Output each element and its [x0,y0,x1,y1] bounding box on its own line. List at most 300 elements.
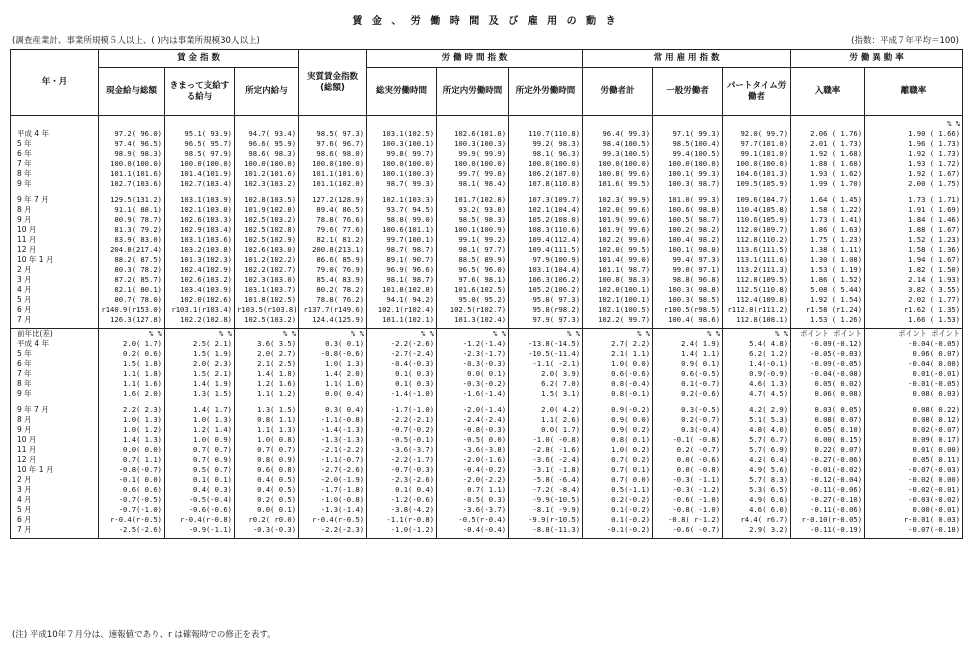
table-cell: -9.9(r-10.5) [509,515,583,525]
table-cell: 4.8( 4.0) [723,425,791,435]
table-cell: -1.1(-0.8) [299,415,367,425]
unit-cell: % % [299,329,367,340]
table-cell: 0.7( 0.2) [583,455,653,465]
table-cell: -0.1( 0.0) [99,475,165,485]
table-row [11,359,963,369]
table-cell: 96.5( 96.0) [437,265,509,275]
table-cell [367,535,437,539]
table-cell: 79.6( 77.6) [299,225,367,235]
table-cell: -0.6( -0.7) [653,525,723,535]
row-label: 平成 4 年 [11,339,99,349]
table-cell: 101.9( 99.6) [583,225,653,235]
table-cell: 5.1( 5.3) [723,415,791,425]
table-cell: 102.5(102.9) [235,235,299,245]
table-cell: 1.53 ( 1.19) [791,265,865,275]
table-cell [653,535,723,539]
table-cell: 83.9( 83.0) [99,235,165,245]
table-cell: 98.5( 97.9) [165,149,235,159]
table-cell: 104.6(101.3) [723,169,791,179]
table-cell [791,119,865,129]
table-cell [723,119,791,129]
table-cell: -2.5(-2.6) [99,525,165,535]
table-cell: 102.5(103.2) [235,215,299,225]
table-cell: 0.2( -0.7) [653,445,723,455]
table-cell: 0.00( 0.15) [791,435,865,445]
table-cell: 0.1( 0.1) [165,475,235,485]
table-cell [509,535,583,539]
unit-cell: % % [723,329,791,340]
table-cell: 4.2( 6.4) [723,455,791,465]
table-cell: 4.6( 6.0) [723,505,791,515]
table-cell: 5.7( 6.9) [723,445,791,455]
table-cell [509,119,583,129]
table-cell: 91.1( 88.1) [99,205,165,215]
table-cell: 98.5( 97.3) [299,129,367,139]
table-cell: -2.0(-1.9) [299,475,367,485]
table-cell: -0.7(-1.0) [99,505,165,515]
row-label: 9 年 [11,179,99,189]
table-cell: r-0.4(r-0.8) [165,515,235,525]
table-row [11,295,963,305]
table-cell: 101.6( 99.5) [583,179,653,189]
table-cell: 0.8( 0.1) [583,435,653,445]
table-cell: 109.5(105.9) [723,179,791,189]
row-label: 2 月 [11,265,99,275]
table-cell: 0.01(-0.01) [865,369,963,379]
change-section-label: 前年比(差) [11,329,99,340]
header-overtime-hours: 所定外労働時間 [509,68,583,116]
table-cell: 98.4(100.5) [583,139,653,149]
table-cell: 100.4( 98.6) [653,315,723,325]
report-title: 賃 金 、 労 働 時 間 及 び 雇 用 の 動 き [352,16,619,27]
table-cell: 103.1(102.5) [367,129,437,139]
table-cell: 102.2(102.7) [235,265,299,275]
table-cell: 0.05( 0.10) [791,425,865,435]
table-cell [299,119,367,129]
table-cell: 92.0( 99.7) [723,129,791,139]
table-cell: -1.2(-0.6) [367,495,437,505]
table-cell: -1.1( -2.1) [509,359,583,369]
table-cell: 126.3(127.8) [99,315,165,325]
table-cell: 102.6(103.0) [235,245,299,255]
row-label: 12 月 [11,455,99,465]
table-row [11,425,963,435]
table-cell: 102.1(100.5) [583,305,653,315]
table-cell: 0.6( 0.8) [235,465,299,475]
table-cell: 98.1( 96.3) [509,149,583,159]
table-cell: 100.1( 98.0) [653,245,723,255]
table-cell: 97.4( 96.5) [99,139,165,149]
table-cell: 102.7(103.6) [99,179,165,189]
table-cell: 99.7( 99.8) [437,169,509,179]
table-cell: 1.4( 1.7) [165,405,235,415]
table-cell [723,535,791,539]
table-cell: 0.3( 0.4) [299,405,367,415]
table-cell: 5.08 ( 5.44) [791,285,865,295]
table-cell: 0.9( 0.2) [583,425,653,435]
table-cell: 102.0( 99.6) [583,205,653,215]
table-cell: 98.5( 98.3) [437,215,509,225]
table-cell: -8.1( -9.9) [509,505,583,515]
table-cell: 110.4(105.8) [723,205,791,215]
table-cell: 2.1( 1.1) [583,349,653,359]
table-cell: 1.6( 2.0) [99,389,165,399]
unit-cell: % % [653,329,723,340]
row-label: 3 月 [11,275,99,285]
table-row [11,255,963,265]
table-cell: 113.2(111.3) [723,265,791,275]
table-cell: 101.2(102.2) [235,255,299,265]
table-cell: 0.7( 0.7) [235,445,299,455]
table-cell: 102.7(103.4) [165,179,235,189]
table-cell: 88.5( 89.9) [437,255,509,265]
header-total-hours: 総実労働時間 [367,68,437,116]
table-cell: r103.5(r103.8) [235,305,299,315]
row-label: 10 月 [11,225,99,235]
table-cell: 2.0( 1.7) [99,339,165,349]
table-cell: 100.0(100.0) [165,159,235,169]
table-cell: -3.6( -2.4) [509,455,583,465]
table-cell: 110.7(110.8) [509,129,583,139]
table-cell: 80.2( 78.2) [299,285,367,295]
table-cell: 102.2( 99.6) [583,235,653,245]
table-cell: 1.5( 1.8) [99,359,165,369]
table-cell: -0.11(-0.06) [791,485,865,495]
table-cell: -2.0(-2.2) [437,475,509,485]
table-cell: 100.3( 98.8) [653,285,723,295]
table-cell: 1.5( 1.9) [165,349,235,359]
table-cell: 100.3(100.3) [437,139,509,149]
table-cell: -1.0(-1.2) [367,525,437,535]
table-row [11,445,963,455]
table-cell: 96.9( 96.6) [367,265,437,275]
table-cell: -1.0( -0.8) [509,435,583,445]
table-cell: -0.02(-0.01) [865,485,963,495]
table-cell: 103.2(103.8) [165,245,235,255]
table-cell: 0.2(-0.6) [653,389,723,399]
table-cell: 0.8(-0.4) [583,379,653,389]
table-cell: 1.66 ( 1.53) [865,315,963,325]
table-cell: 100.5( 98.7) [653,215,723,225]
table-cell: -0.3( -1.2) [653,485,723,495]
table-cell: r-0.4(r-0.5) [99,515,165,525]
table-cell: 1.93 ( 1.72) [865,159,963,169]
table-cell: 1.96 ( 1.73) [865,139,963,149]
table-cell: 98.6( 98.3) [235,149,299,159]
table-cell: 103.1(103.7) [235,285,299,295]
row-label: 9 年 [11,389,99,399]
table-row [11,235,963,245]
header-employment-group: 常 用 雇 用 指 数 [583,50,791,68]
table-cell: 112.8(110.2) [723,235,791,245]
table-cell: -1.6(-1.4) [437,389,509,399]
table-cell: 0.08( 0.03) [865,389,963,399]
table-cell: 3.6( 3.5) [235,339,299,349]
table-cell: 100.3( 98.7) [653,179,723,189]
table-cell: 2.2( 2.3) [99,405,165,415]
table-cell: 1.4( 1.8) [235,369,299,379]
table-cell: 1.1( 1.2) [235,389,299,399]
row-label: 4 月 [11,285,99,295]
table-cell: 0.8( 0.9) [235,455,299,465]
row-label [11,535,99,539]
table-cell: 2.7( 2.2) [583,339,653,349]
table-cell: 1.94 ( 1.67) [865,255,963,265]
table-cell: -5.8( -6.4) [509,475,583,485]
header-employee-total: 労働者計 [583,68,653,116]
table-cell: -0.07(-0.18) [865,525,963,535]
table-cell: 93.2( 93.8) [437,205,509,215]
table-cell: -0.4(-0.2) [437,465,509,475]
table-cell: -0.03(-0.02) [865,495,963,505]
table-cell: r100.5(r98.5) [653,305,723,315]
table-cell: 0.3(-0.5) [653,405,723,415]
table-cell: 105.2(108.0) [509,215,583,225]
table-cell: 80.7( 78.0) [99,295,165,305]
table-cell: -0.3(-0.3) [437,359,509,369]
table-cell: 129.5(131.2) [99,195,165,205]
table-cell: 5.7( 8.3) [723,475,791,485]
table-cell: 0.09( 0.17) [865,435,963,445]
row-label: 7 年 [11,369,99,379]
table-cell: 0.00(-0.01) [865,505,963,515]
table-cell: 97.9( 97.3) [509,315,583,325]
table-cell: r4.4( r6.7) [723,515,791,525]
table-cell: 106.2(107.0) [509,169,583,179]
table-cell: 97.6( 96.7) [299,139,367,149]
table-cell: 0.7( 1.1) [437,485,509,495]
table-cell: r-0.01( 0.03) [865,515,963,525]
table-cell: 1.4( 1.1) [653,349,723,359]
table-cell: 102.3(103.2) [235,179,299,189]
table-cell: r1.62 ( 1.35) [865,305,963,315]
table-cell: 0.1(-0.2) [583,515,653,525]
table-cell: 0.7( 0.9) [165,455,235,465]
table-cell: 101.6(102.5) [437,285,509,295]
unit-cell: ポイント ポイント [865,329,963,340]
table-cell: 1.86 ( 1.52) [791,275,865,285]
header-part-time-workers: パートタイム労働者 [723,68,791,116]
table-cell: 0.0( 0.4) [299,389,367,399]
table-cell: 109.4(111.5) [509,245,583,255]
table-cell: 2.02 ( 1.77) [865,295,963,305]
table-cell: 4.7( 4.5) [723,389,791,399]
table-cell: 107.3(109.7) [509,195,583,205]
table-cell: 102.6(101.8) [437,129,509,139]
table-cell [165,119,235,129]
spacer-row [11,535,963,539]
table-row [11,505,963,515]
table-cell: 102.1(100.1) [583,295,653,305]
table-cell: 102.1(r102.4) [367,305,437,315]
row-label: 5 年 [11,139,99,149]
table-cell [99,119,165,129]
table-row [11,525,963,535]
table-cell: 78.8( 76.6) [299,215,367,225]
table-cell: 0.1( 0.3) [367,369,437,379]
table-cell: -2.2(-2.3) [299,525,367,535]
table-cell: -3.6(-3.7) [367,445,437,455]
table-cell: 1.53 ( 1.26) [791,315,865,325]
row-label: 9 月 [11,425,99,435]
table-cell: -1.4(-1.0) [367,389,437,399]
table-cell: 102.0(100.1) [583,285,653,295]
table-cell: -3.6(-3.8) [437,445,509,455]
table-cell: 79.0( 76.9) [299,265,367,275]
table-cell: -9.9(-10.5) [509,495,583,505]
table-cell: -0.5(-0.4) [165,495,235,505]
table-cell: -0.05(-0.03) [791,349,865,359]
table-cell: 99.1(101.0) [723,149,791,159]
table-cell: -1.1(r-0.8) [367,515,437,525]
table-cell: -0.01(-0.05) [865,379,963,389]
row-label: 6 月 [11,515,99,525]
table-cell: r-0.10(r-0.05) [791,515,865,525]
table-cell: 0.6(-0.6) [583,369,653,379]
table-cell: 88.2( 87.5) [99,255,165,265]
table-cell: r-0.4(r-0.5) [299,515,367,525]
table-cell: -0.4(-0.4) [437,525,509,535]
table-cell: 2.00 ( 1.75) [865,179,963,189]
row-label: 6 年 [11,359,99,369]
header-turnover-group: 労 働 異 動 率 [791,50,963,68]
table-row [11,435,963,445]
table-cell [653,119,723,129]
table-cell: 110.6(105.9) [723,215,791,225]
table-cell: 4.9( 6.6) [723,495,791,505]
table-cell: 0.1(-0.7) [653,379,723,389]
table-cell: 99.4( 97.3) [653,255,723,265]
table-cell: 100.3( 98.5) [653,295,723,305]
table-cell: 109.6(104.7) [723,195,791,205]
table-cell: 0.2( 0.6) [99,349,165,359]
table-cell: 0.1( 0.3) [367,379,437,389]
table-cell: 102.5(102.8) [235,225,299,235]
table-cell: r112.8(r111.2) [723,305,791,315]
table-cell: 1.4( 2.0) [299,369,367,379]
table-cell: r103.1(r103.4) [165,305,235,315]
index-base-note: (指数：平成７年平均＝100) [851,36,959,46]
table-cell: 1.5( 3.1) [509,389,583,399]
table-row [11,475,963,485]
table-cell: -2.3(-2.6) [367,475,437,485]
table-cell: 1.64 ( 1.45) [791,195,865,205]
table-cell [367,119,437,129]
table-cell: 107.8(110.8) [509,179,583,189]
table-cell: 1.0( 1.2) [99,425,165,435]
table-cell: 80.3( 78.2) [99,265,165,275]
table-cell: -3.6(-3.7) [437,505,509,515]
table-cell: 0.4( 0.3) [165,485,235,495]
table-row [11,285,963,295]
table-cell: 102.6(103.2) [165,275,235,285]
table-row [11,215,963,225]
table-cell: 98.7( 99.3) [367,179,437,189]
table-cell: 0.6( 0.6) [99,485,165,495]
table-cell: -2.7(-2.4) [367,349,437,359]
table-cell: 103.1(103.6) [165,235,235,245]
table-cell: 102.5(r102.7) [437,305,509,315]
table-cell: 0.1( 0.4) [367,485,437,495]
table-cell: 1.0( 1.3) [99,415,165,425]
table-cell: -0.7(-0.5) [99,495,165,505]
table-row [11,139,963,149]
table-cell: 94.1( 94.2) [367,295,437,305]
table-cell: r140.9(r153.0) [99,305,165,315]
scope-note: (調査産業計、事業所規模５人以上、( )内は事業所規模30人以上) [12,36,260,46]
table-cell: 0.4( 0.5) [235,475,299,485]
table-cell: 101.2(101.6) [235,169,299,179]
table-cell: 0.9(-0.2) [583,405,653,415]
row-label: 10 年 1 月 [11,255,99,265]
table-cell: -0.6( -1.0) [653,495,723,505]
table-cell: 99.8( 99.7) [367,149,437,159]
table-cell: 102.3(103.0) [235,275,299,285]
table-cell: 100.2( 98.2) [653,225,723,235]
table-cell: -7.2( -8.4) [509,485,583,495]
table-cell: 102.3( 99.9) [583,195,653,205]
table-cell: 96.5( 95.7) [165,139,235,149]
table-cell: 100.0(100.0) [99,159,165,169]
table-cell: 0.4( 0.5) [235,485,299,495]
row-label: 9 月 [11,215,99,225]
table-cell: -0.1(-0.2) [583,525,653,535]
table-row [11,315,963,325]
table-cell: -0.8( -1.0) [653,505,723,515]
table-cell [437,119,509,129]
table-row [11,465,963,475]
table-row [11,415,963,425]
statistics-table [10,49,963,539]
table-cell: 0.05( 0.11) [865,455,963,465]
table-cell: -0.04(-0.08) [791,369,865,379]
table-cell: 97.6( 98.1) [437,275,509,285]
table-cell: -0.09(-0.05) [791,359,865,369]
table-cell: -1.2(-1.4) [437,339,509,349]
table-cell: 100.3(100.1) [367,139,437,149]
table-cell: 127.2(128.9) [299,195,367,205]
table-cell: 102.0(102.6) [165,295,235,305]
table-row [11,379,963,389]
table-cell: 78.8( 76.2) [299,295,367,305]
table-cell: 0.2(-0.7) [653,415,723,425]
table-cell: 6.2( 1.2) [723,349,791,359]
unit-cell: % % [367,329,437,340]
table-cell: 5.7( 6.7) [723,435,791,445]
table-cell [165,535,235,539]
table-cell: 0.2( 0.5) [235,495,299,505]
table-cell: 0.05( 0.02) [791,379,865,389]
table-cell: -2.2(-1.7) [367,455,437,465]
table-cell: 5.4( 4.8) [723,339,791,349]
table-cell: 0.5( 0.7) [165,465,235,475]
table-cell: 100.8( 99.6) [583,169,653,179]
table-cell: 103.1(103.9) [165,195,235,205]
table-cell: 100.1( 99.3) [653,169,723,179]
table-cell: 101.9( 99.6) [583,215,653,225]
table-cell: 102.1(104.4) [509,205,583,215]
row-label: 6 月 [11,305,99,315]
table-cell: 0.9( 0.0) [583,415,653,425]
table-cell: 99.7(100.1) [367,235,437,245]
table-row [11,455,963,465]
table-cell: 1.1( 1.8) [99,369,165,379]
table-cell: 99.2( 98.3) [509,139,583,149]
table-cell: 0.1(-0.2) [583,505,653,515]
table-cell: 100.1(100.3) [367,169,437,179]
table-cell: 0.0( 0.0) [99,445,165,455]
table-row [11,149,963,159]
